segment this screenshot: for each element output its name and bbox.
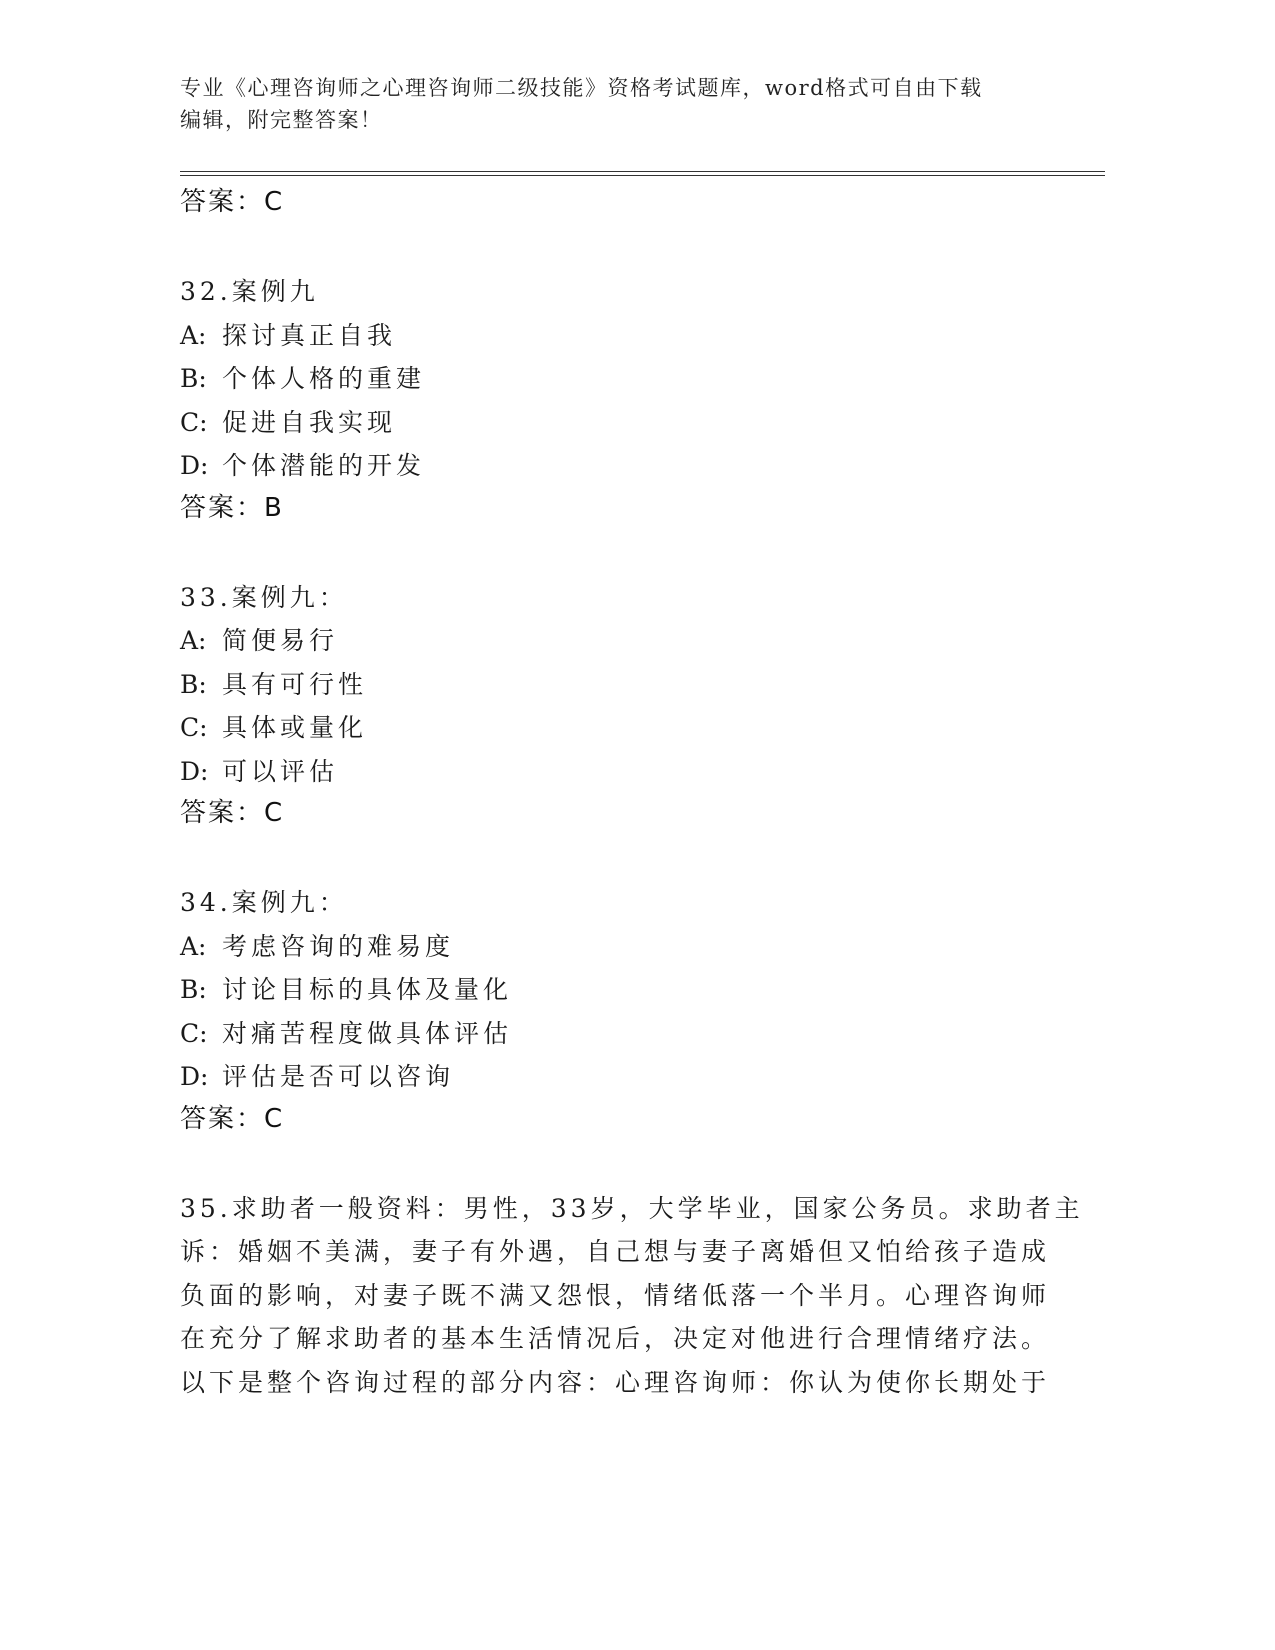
question-32 [180,270,1080,528]
option-letter: B: [180,364,207,393]
document-body [180,182,1084,1404]
option-letter: A: [180,626,207,655]
option-text: 个体潜能的开发 [222,451,426,480]
option-b [180,663,1080,707]
option-text: 评估是否可以咨询 [222,1062,455,1091]
option-text: 个体人格的重建 [222,364,426,393]
option-c [180,1012,1080,1056]
answer-31: 答案：C [180,187,285,217]
header-line-1: 专业《心理咨询师之心理咨询师二级技能》资格考试题库，word格式可自由下载 [180,76,983,100]
question-title: 34.案例九： [180,888,348,917]
header-line-2: 编辑，附完整答案！ [180,108,383,132]
option-letter: D: [180,1062,209,1091]
answer-32: 答案：B [180,492,284,523]
option-text: 探讨真正自我 [222,320,397,350]
question-35-stem [180,1187,1084,1405]
option-text: 可以评估 [222,756,339,786]
stem-line: 35.求助者一般资料：男性，33岁，大学毕业，国家公务员。求助者主 [180,1193,1084,1223]
question-34 [180,881,1080,1139]
option-letter: A: [180,931,207,961]
option-letter: A: [180,320,207,350]
option-b [180,357,1080,401]
answer-34: 答案：C [180,1103,285,1134]
option-d [180,750,1080,794]
option-text: 对痛苦程度做具体评估 [222,1018,513,1048]
option-text: 具体或量化 [222,713,368,742]
stem-line: 负面的影响，对妻子既不满又怨恨，情绪低落一个半月。心理咨询师 [180,1280,1051,1310]
stem-line: 在充分了解求助者的基本生活情况后，决定对他进行合理情绪疗法。 [180,1324,1051,1353]
option-letter: B: [180,669,207,699]
option-c [180,401,1080,445]
option-letter: D: [180,756,209,786]
option-a [180,314,1080,358]
answer-33: 答案：C [180,798,285,828]
question-title: 33.案例九： [180,582,348,612]
option-text: 促进自我实现 [222,407,397,437]
option-text: 具有可行性 [222,669,368,699]
question-33 [180,576,1080,834]
option-text: 讨论目标的具体及量化 [222,975,513,1004]
option-c [180,706,1080,750]
option-d [180,444,1080,488]
header-divider-bottom [180,175,1105,176]
option-text: 考虑咨询的难易度 [222,931,455,961]
option-letter: C: [180,1018,208,1048]
option-letter: C: [180,713,208,742]
stem-line: 以下是整个咨询过程的部分内容：心理咨询师：你认为使你长期处于 [180,1367,1051,1397]
option-letter: C: [180,407,208,437]
question-title: 32.案例九 [180,277,319,306]
stem-line: 诉：婚姻不美满，妻子有外遇，自己想与妻子离婚但又怕给孩子造成 [180,1237,1051,1266]
option-b [180,968,1080,1012]
option-a [180,925,1080,969]
option-letter: B: [180,975,207,1004]
option-a [180,619,1080,663]
document-header [180,72,1080,136]
header-divider-top [180,171,1105,172]
option-d [180,1055,1080,1099]
option-text: 简便易行 [222,626,339,655]
option-letter: D: [180,451,209,480]
